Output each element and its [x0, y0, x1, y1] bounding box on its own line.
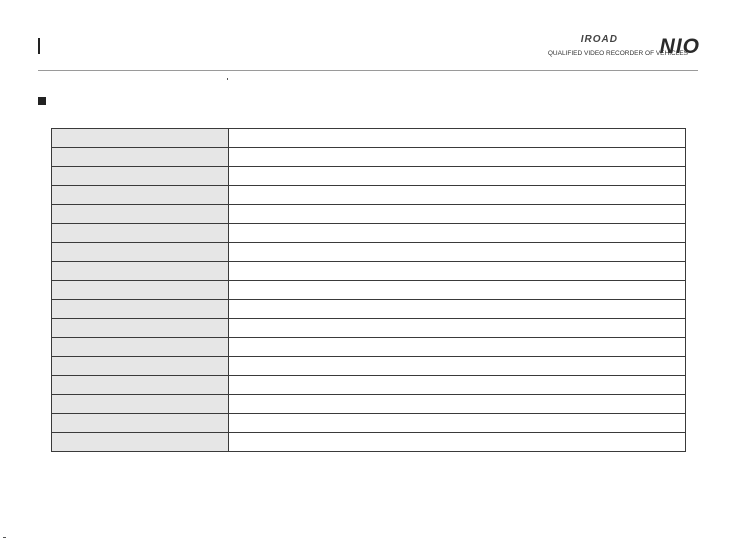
table-row [52, 338, 686, 357]
table-row [52, 167, 686, 186]
spec-value-cell [229, 167, 686, 186]
spec-value-cell [229, 281, 686, 300]
section-bullet-icon [38, 97, 46, 105]
spec-value-cell [229, 243, 686, 262]
spec-label-cell [52, 300, 229, 319]
page-corner-mark [3, 537, 6, 538]
spec-value-cell [229, 433, 686, 452]
table-row [52, 300, 686, 319]
spec-value-cell [229, 414, 686, 433]
spec-value-cell [229, 357, 686, 376]
spec-label-cell [52, 338, 229, 357]
spec-value-cell [229, 300, 686, 319]
table-row [52, 376, 686, 395]
brand-tagline: QUALIFIED VIDEO RECORDER OF VEHICLES [547, 50, 688, 57]
table-row [52, 433, 686, 452]
brand-name-small: IROAD [580, 34, 618, 45]
spec-label-cell [52, 262, 229, 281]
brand-logo [514, 34, 700, 60]
spec-label-cell [52, 224, 229, 243]
spec-value-cell [229, 129, 686, 148]
brand-model-name: NIO [659, 35, 700, 58]
table-row [52, 243, 686, 262]
table-row [52, 281, 686, 300]
header-bar [38, 38, 40, 54]
table-row [52, 224, 686, 243]
spec-label-cell [52, 129, 229, 148]
spec-label-cell [52, 433, 229, 452]
spec-value-cell [229, 186, 686, 205]
table-row [52, 395, 686, 414]
spec-value-cell [229, 376, 686, 395]
spec-value-cell [229, 319, 686, 338]
table-row [52, 205, 686, 224]
spec-value-cell [229, 338, 686, 357]
spec-label-cell [52, 167, 229, 186]
spec-label-cell [52, 414, 229, 433]
small-mark [227, 78, 228, 80]
spec-label-cell [52, 357, 229, 376]
spec-value-cell [229, 262, 686, 281]
spec-label-cell [52, 243, 229, 262]
spec-value-cell [229, 148, 686, 167]
spec-label-cell [52, 186, 229, 205]
spec-label-cell [52, 395, 229, 414]
table-row [52, 129, 686, 148]
spec-label-cell [52, 319, 229, 338]
spec-label-cell [52, 148, 229, 167]
spec-value-cell [229, 395, 686, 414]
spec-table [51, 128, 686, 452]
table-row [52, 414, 686, 433]
table-row [52, 186, 686, 205]
spec-value-cell [229, 224, 686, 243]
spec-label-cell [52, 281, 229, 300]
table-row [52, 357, 686, 376]
header-divider [38, 70, 698, 71]
spec-value-cell [229, 205, 686, 224]
table-row [52, 148, 686, 167]
table-row [52, 262, 686, 281]
table-row [52, 319, 686, 338]
spec-label-cell [52, 376, 229, 395]
spec-label-cell [52, 205, 229, 224]
